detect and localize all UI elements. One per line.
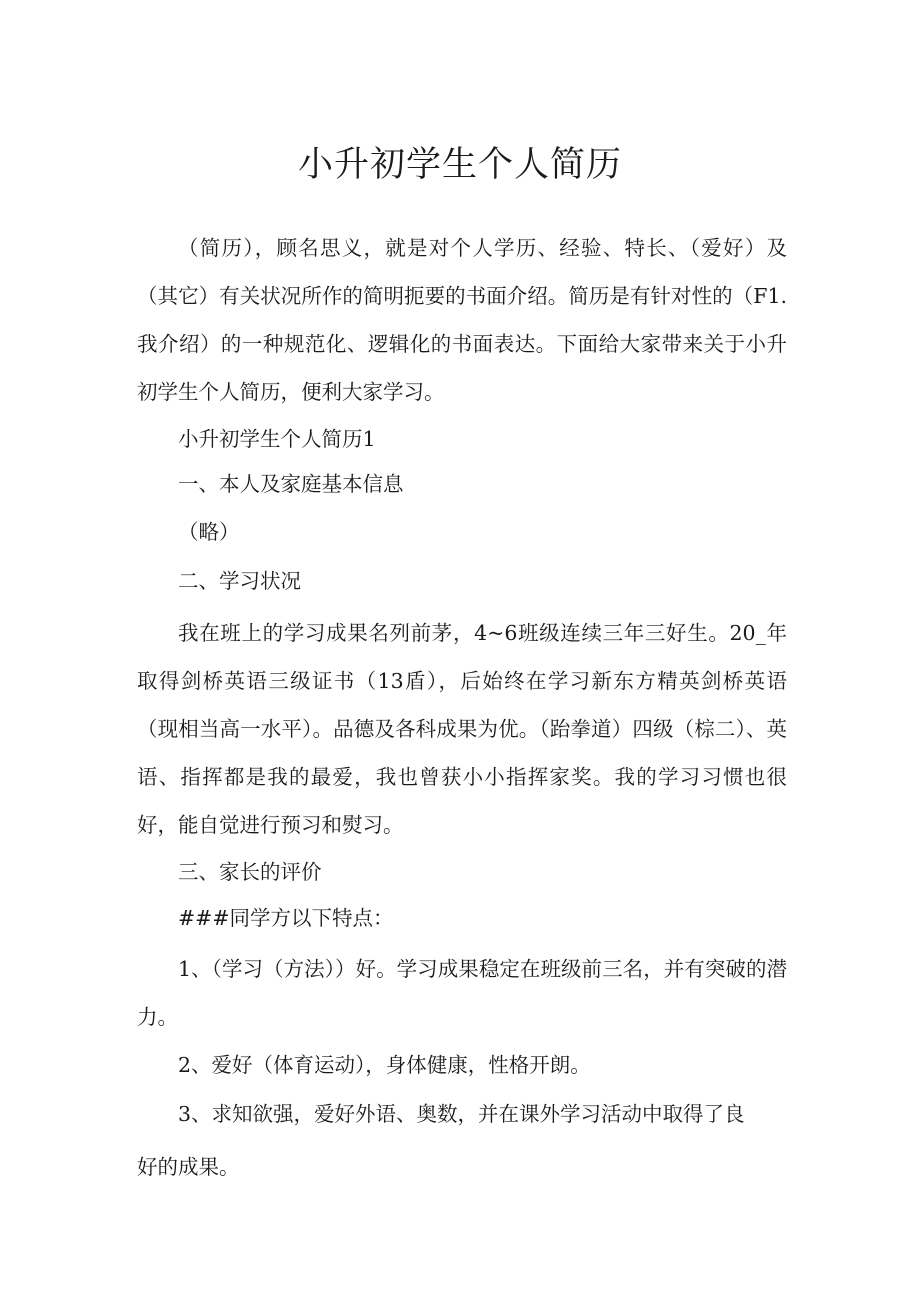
list-item-point-3-line-1: 3、求知欲强，爱好外语、奥数，并在课外学习活动中取得了良: [178, 1102, 745, 1126]
section-body-study: 我在班上的学习成果名列前茅，4~6班级连续三年三好生。20_年取得剑桥英语三级证书（13盾），后始终在学习新东方精英剑桥英语（现相当高一水平）。品德及各科成果为优。（跆拳道）四级（棕二）、英语、指挥都是我的最爱，我也曾获小小指挥家奖。我的学习习惯也很好，能自觉进行预习和熨习。: [137, 621, 787, 837]
list-item-point-3-line-2: 好的成果。: [137, 1155, 240, 1179]
list-item-point-2: 2、爱好（体育运动），身体健康，性格开朗。: [178, 1053, 591, 1077]
resume-heading: 小升初学生个人简历1: [178, 427, 376, 451]
section-title-basic-info: 一、本人及家庭基本信息: [178, 472, 404, 496]
section-body-basic-info: （略）: [178, 520, 240, 544]
section-title-study: 二、学习状况: [178, 569, 301, 593]
intro-paragraph: （简历），顾名思义，就是对个人学历、经验、特长、（爱好）及（其它）有关状况所作的简明扼要的书面介绍。简历是有针对性的（F1.我介绍）的一种规范化、逻辑化的书面表达。下面给大家带来关于小升初学生个人简历，便利大家学习。: [137, 236, 787, 404]
section-title-parent-review: 三、家长的评价: [178, 860, 322, 884]
list-item-point-1: 1、（学习（方法））好。学习成果稳定在班级前三名，并有突破的潜力。: [137, 957, 787, 1029]
section-lead-parent-review: ###同学方以下特点：: [178, 906, 394, 930]
document-title: 小升初学生个人简历: [297, 145, 622, 185]
